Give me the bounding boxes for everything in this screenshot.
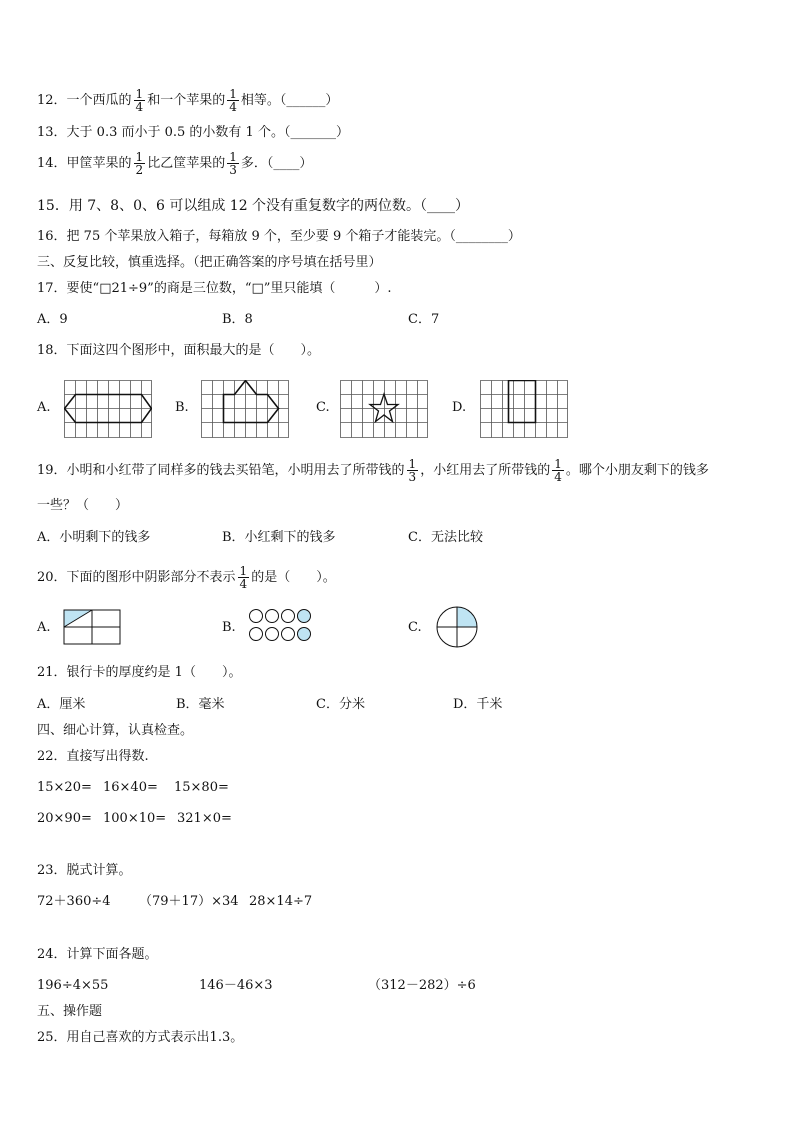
q18-option-b-label: B. <box>175 400 189 415</box>
q12-text-c: 相等。（______） <box>240 93 339 108</box>
q22-item: 15×20= <box>37 780 92 795</box>
q24-item: 196÷4×55 <box>37 978 109 993</box>
q18-figure-c <box>340 380 428 438</box>
q12-text-a: 12．一个西瓜的 <box>37 93 132 108</box>
q20-figure-b <box>247 607 315 643</box>
q21-option-a: A．厘米 <box>37 697 86 712</box>
question-25: 25．用自己喜欢的方式表示出1.3。 <box>37 1030 244 1045</box>
q22-item: 321×0= <box>177 811 232 826</box>
q22-item: 20×90= <box>37 811 92 826</box>
fraction: $\frac{1}{3}$ <box>229 150 237 177</box>
q20-figure-c <box>435 605 479 649</box>
q17-option-a: A．9 <box>37 312 68 327</box>
q18-option-c-label: C. <box>316 400 330 415</box>
q19-option-c: C．无法比较 <box>408 530 483 545</box>
q22-item: 16×40= <box>103 780 158 795</box>
question-24: 24．计算下面各题。 <box>37 947 158 962</box>
q23-item: （79＋17）×34 <box>139 894 239 909</box>
q14-text-b: 比乙筐苹果的 <box>147 156 226 171</box>
q19-line-2: 一些？（ ） <box>37 498 129 513</box>
q17-option-c: C．7 <box>408 312 440 327</box>
q20-option-b-label: B. <box>222 620 236 635</box>
question-15: 15．用 7、8、0、6 可以组成 12 个没有重复数字的两位数。（____） <box>37 198 470 214</box>
question-18: 18．下面这四个图形中，面积最大的是（ ）。 <box>37 343 321 358</box>
fraction: $\frac{1}{4}$ <box>135 87 144 114</box>
fraction: $\frac{1}{4}$ <box>554 457 562 484</box>
fraction: $\frac{1}{4}$ <box>239 564 248 591</box>
q20-text-a: 20．下面的图形中阴影部分不表示 <box>37 570 236 585</box>
q17-option-b: B．8 <box>222 312 253 327</box>
section-3-heading: 三、反复比较，慎重选择。（把正确答案的序号填在括号里） <box>37 255 382 270</box>
q21-option-b: B．毫米 <box>176 697 225 712</box>
fraction: $\frac{1}{2}$ <box>135 150 144 177</box>
question-17: 17．要使“□21÷9”的商是三位数，“□”里只能填（ ）. <box>37 281 392 296</box>
q12-text-b: 和一个苹果的 <box>147 93 226 108</box>
q24-item: 146－46×3 <box>199 978 273 993</box>
q20-text-b: 的是（ ）。 <box>251 570 336 585</box>
question-21: 21．银行卡的厚度约是 1（ ）。 <box>37 665 242 680</box>
q21-option-c: C．分米 <box>316 697 365 712</box>
q23-item: 28×14÷7 <box>249 894 313 909</box>
q22-item: 100×10= <box>103 811 167 826</box>
q19-text-b: ，小红用去了所带钱的 <box>420 463 551 478</box>
q20-option-a-label: A. <box>37 620 51 635</box>
fraction: $\frac{1}{4}$ <box>229 87 237 114</box>
q20-figure-a <box>63 609 121 645</box>
question-14 <box>37 151 312 176</box>
q21-option-d: D．千米 <box>453 697 503 712</box>
q14-text-c: 多．（____） <box>240 156 313 171</box>
section-5-heading: 五、操作题 <box>37 1004 103 1019</box>
q19-option-b: B．小红剩下的钱多 <box>222 530 336 545</box>
question-23: 23．脱式计算。 <box>37 863 132 878</box>
q22-item: 15×80= <box>174 780 229 795</box>
q14-text-a: 14．甲筐苹果的 <box>37 156 132 171</box>
fraction: $\frac{1}{3}$ <box>408 457 417 484</box>
question-16: 16．把 75 个苹果放入箱子，每箱放 9 个，至少要 9 个箱子才能装完。（________） <box>37 229 521 244</box>
q19-text-c: 。哪个小朋友剩下的钱多 <box>565 463 709 478</box>
q20-option-c-label: C. <box>408 620 422 635</box>
q18-figure-d <box>480 380 568 438</box>
question-19 <box>37 458 709 483</box>
q18-option-d-label: D. <box>452 400 467 415</box>
q23-item: 72＋360÷4 <box>37 894 111 909</box>
q18-figure-b <box>201 380 289 438</box>
question-13: 13．大于 0.3 而小于 0.5 的小数有 1 个。（_______） <box>37 125 349 140</box>
q18-figure-a <box>64 380 152 438</box>
q24-item: （312－282）÷6 <box>368 978 476 993</box>
question-12 <box>37 88 338 113</box>
q18-option-a-label: A. <box>37 400 51 415</box>
question-22: 22．直接写出得数. <box>37 749 149 764</box>
question-20 <box>37 565 336 590</box>
section-4-heading: 四、细心计算，认真检查。 <box>37 723 194 738</box>
q19-option-a: A．小明剩下的钱多 <box>37 530 151 545</box>
q19-text-a: 19．小明和小红带了同样多的钱去买铅笔，小明用去了所带钱的 <box>37 463 405 478</box>
